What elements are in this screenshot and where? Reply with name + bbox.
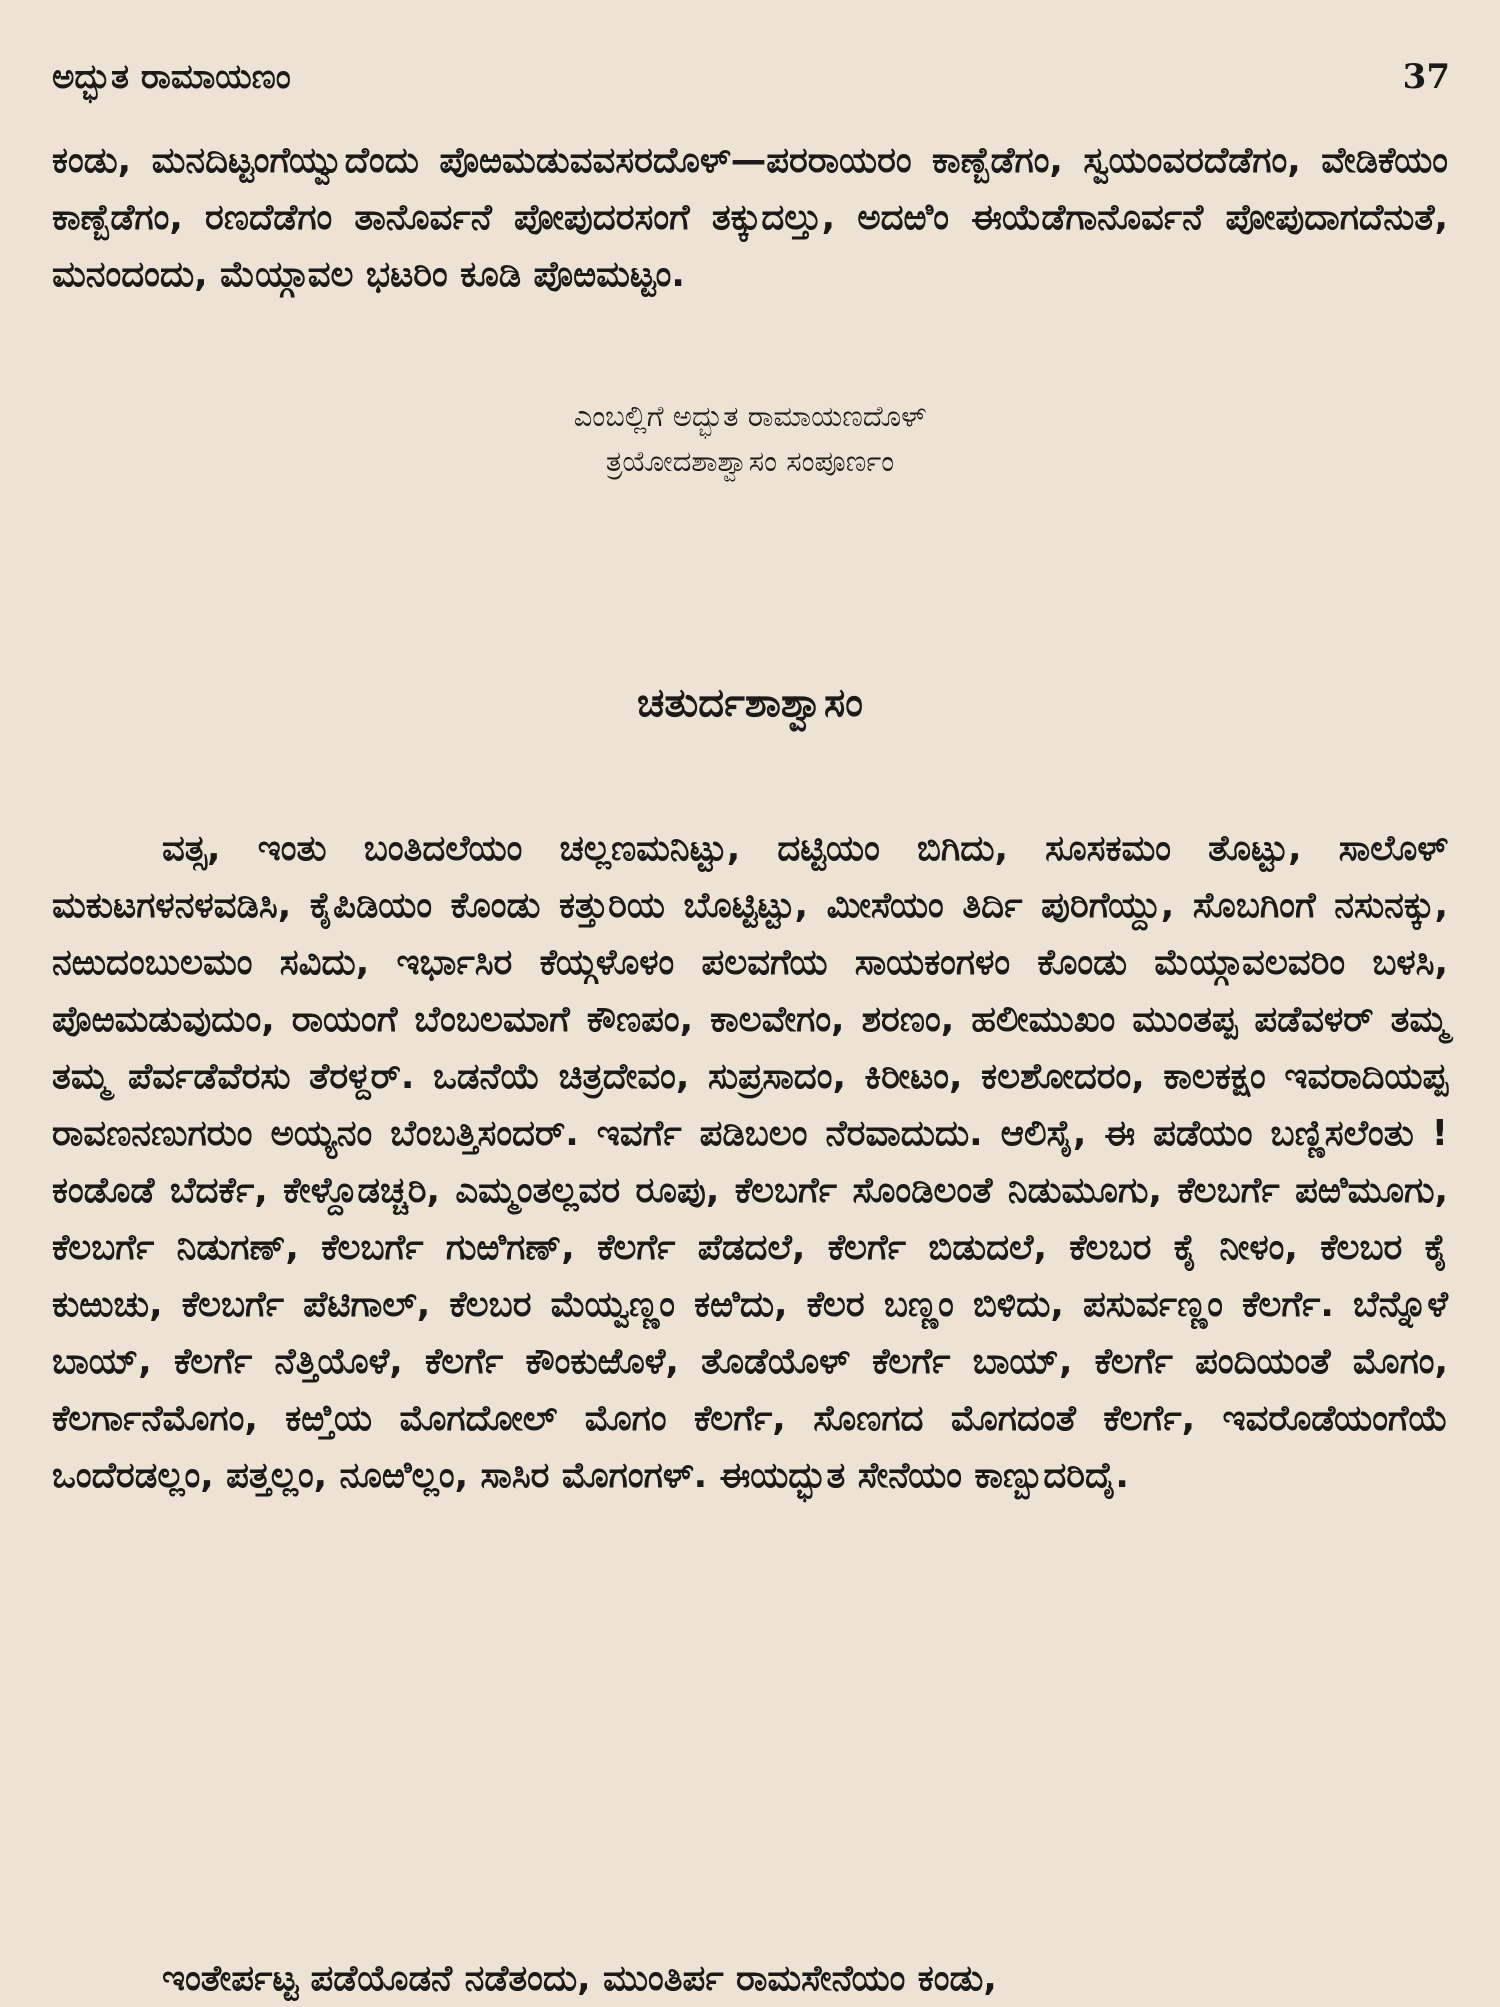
- paragraph-2: ವತ್ಸ, ಇಂತು ಬಂತಿದಲೆಯಂ ಚಲ್ಲಣಮನಿಟ್ಟು, ದಟ್ಟಿಯಂ ಬಿಗಿದು, ಸೂಸಕಮಂ ತೊಟ್ಟು, ಸಾಲೊಳ್ ಮಕುಟಗಳನಳವಡಿಸಿ, ಕೈಪಿಡಿಯಂ ಕೊಂಡು ಕತ್ತುರಿಯ ಬೊಟ್ಟಿಟ್ಟು, ಮೀಸೆಯಂ ತಿರ್ದಿ ಪುರಿಗೆಯ್ದು, ಸೊಬಗಿಂಗೆ ನಸುನಕ್ಕು, ನಱುದಂಬುಲಮಂ ಸವಿದು, ಇರ್ಭಾಸಿರ ಕೆಯ್ಗಳೊಳಂ ಪಲವಗೆಯ ಸಾಯಕಂಗಳಂ ಕೊಂಡು ಮೆಯ್ಗಾವಲವರಿಂ ಬಳಸಿ, ಪೊಱಮಡುವುದುಂ, ರಾಯಂಗೆ ಬೆಂಬಲಮಾಗೆ ಕೌಣಪಂ, ಕಾಲವೇಗಂ, ಶರಣಂ, ಹಲೀಮುಖಂ ಮುಂತಪ್ಪ ಪಡೆವಳರ್ ತಮ್ಮ ತಮ್ಮ ಪೆರ್ವಡೆವೆರಸು ತೆರಳ್ದರ್. ಒಡನೆಯೆ ಚಿತ್ರದೇವಂ, ಸುಪ್ರಸಾದಂ, ಕಿರೀಟಂ, ಕಲಶೋದರಂ, ಕಾಲಕಕ್ಷಂ ಇವರಾದಿಯಪ್ಪ ರಾವಣನಣುಗರುಂ ಅಯ್ಯನಂ ಬೆಂಬತ್ತಿಸಂದರ್. ಇವರ್ಗೆ ಪಡಿಬಲಂ ನೆರವಾದುದು. ಆಲಿಸೈ, ಈ ಪಡೆಯಂ ಬಣ್ಣಿಸಲೆಂತು ! ಕಂಡೊಡೆ ಬೆದರ್ಕೆ, ಕೇಳ್ದೊಡಚ್ಚರಿ, ಎಮ್ಮಂತಲ್ಲವರ ರೂಪು, ಕೆಲಬರ್ಗೆ ಸೊಂಡಿಲಂತೆ ನಿಡುಮೂಗು, ಕೆಲಬರ್ಗೆ ಪಱಿಮೂಗು, ಕೆಲಬರ್ಗೆ ನಿಡುಗಣ್, ಕೆಲಬರ್ಗೆ ಗುಱಿಗಣ್, ಕೆಲರ್ಗೆ ಪೆಡದಲೆ, ಕೆಲರ್ಗೆ ಬಿಡುದಲೆ, ಕೆಲಬರ ಕೈ ನೀಳಂ, ಕೆಲಬರ ಕೈ ಕುಱುಚು, ಕೆಲಬರ್ಗೆ ಪೆಟಿಗಾಲ್, ಕೆಲಬರ ಮೆಯ್ವಣ್ಣಂ ಕಱಿದು, ಕೆಲರ ಬಣ್ಣಂ ಬಿಳಿದು, ಪಸುರ್ವಣ್ಣಂ ಕೆಲರ್ಗೆ. ಬೆನ್ನೊಳೆ ಬಾಯ್, ಕೆಲರ್ಗೆ ನೆತ್ತಿಯೊಳೆ, ಕೆಲರ್ಗೆ ಕೌಂಕುಱೊಳೆ, ತೊಡೆಯೊಳ್ ಕೆಲರ್ಗೆ ಬಾಯ್, ಕೆಲರ್ಗೆ ಪಂದಿಯಂತೆ ಮೊಗಂ, ಕೆಲರ್ಗಾನೆಮೊಗಂ, ಕಱ್ತಿಯ ಮೊಗದೋಲ್ ಮೊಗಂ ಕೆಲರ್ಗೆ, ಸೊಣಗದ ಮೊಗದಂತೆ ಕೆಲರ್ಗೆ, ಇವರೊಡೆಯಂಗೆಯೆ ಒಂದೆರಡಲ್ಲಂ, ಪತ್ತಲ್ಲಂ, ನೂಱಿಲ್ಲಂ, ಸಾಸಿರ ಮೊಗಂಗಳ್. ಈಯದ್ಭುತ ಸೇನೆಯಂ ಕಾಣ್ಬುದರಿದೈ.: [52, 828, 1448, 1496]
- page-number: 37: [1402, 57, 1450, 97]
- paragraph-1: ಕಂಡು, ಮನದಿಟ್ಟಂಗೆಯ್ವುದೆಂದು ಪೊಱಮಡುವವಸರದೊಳ್—ಪರರಾಯರಂ ಕಾಣ್ಬೆಡೆಗಂ, ಸ್ವಯಂವರದೆಡೆಗಂ, ವೇಡಿಕೆಯಂ ಕಾಣ್ಬೆಡೆಗಂ, ರಣದೆಡೆಗಂ ತಾನೊರ್ವನೆ ಪೋಪುದರಸಂಗೆ ತಕ್ಕುದಲ್ತು, ಅದಱಿಂ ಈಯೆಡೆಗಾನೊರ್ವನೆ ಪೋಪುದಾಗದೆನುತೆ, ಮನಂದಂದು, ಮೆಯ್ಗಾವಲ ಭಟರಿಂ ಕೂಡಿ ಪೊಱಮಟ್ಟಂ.: [52, 140, 1448, 295]
- chapter-heading: ಚತುರ್ದಶಾಶ್ವಾಸಂ: [637, 680, 863, 726]
- colophon-line-1: ಎಂಬಲ್ಲಿಗೆ ಅದ್ಭುತ ರಾಮಾಯಣದೊಳ್: [573, 399, 927, 433]
- colophon-line-2: ತ್ರಯೋದಶಾಶ್ವಾಸಂ ಸಂಪೂರ್ಣಂ: [605, 444, 895, 478]
- running-head: [52, 52, 1450, 102]
- paragraph-3: ಇಂತೇರ್ಪಟ್ಟ ಪಡೆಯೊಡನೆ ನಡೆತಂದು, ಮುಂತಿರ್ಪ ರಾಮಸೇನೆಯಂ ಕಂಡು,: [162, 1958, 997, 1999]
- running-title: ಅದ್ಭುತ ರಾಮಾಯಣಂ: [52, 57, 291, 97]
